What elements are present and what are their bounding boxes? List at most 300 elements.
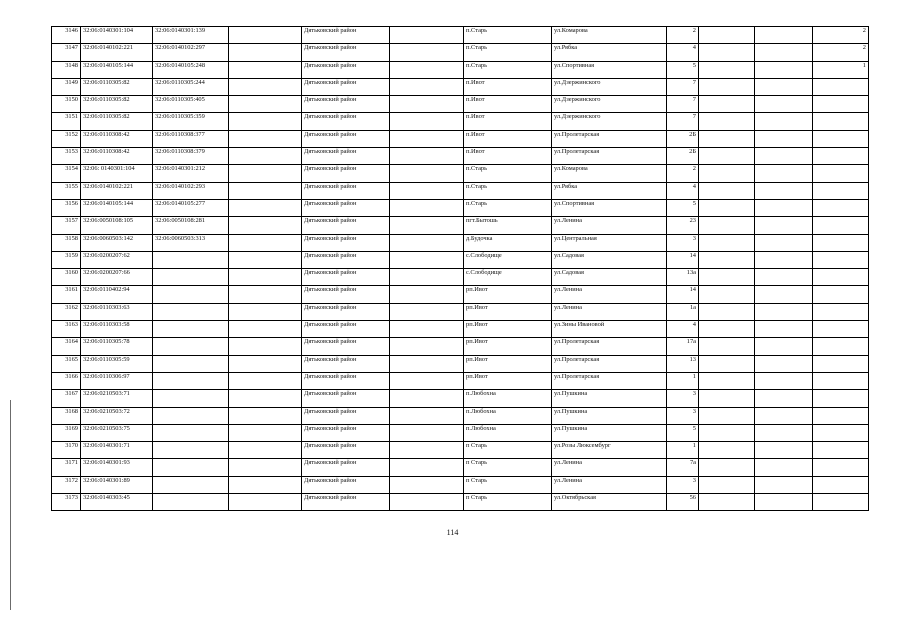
district-cell: Дятьковский район <box>302 234 390 251</box>
house-number-cell: 7а <box>667 459 699 476</box>
table-row <box>52 442 869 459</box>
count-cell <box>813 286 869 303</box>
street-cell: ул.Центральная <box>552 234 667 251</box>
empty-cell <box>699 372 755 389</box>
house-number-cell: 1 <box>667 372 699 389</box>
row-number: 3146 <box>52 27 81 44</box>
count-cell <box>813 303 869 320</box>
cadastral-number: 32:06:0140301:71 <box>81 442 153 459</box>
locality-cell: рп.Ивот <box>464 321 552 338</box>
empty-cell <box>755 459 813 476</box>
register-table <box>51 26 869 511</box>
empty-cell <box>229 113 302 130</box>
empty-cell <box>390 96 464 113</box>
empty-cell <box>390 199 464 216</box>
cadastral-number: 32:06:0140102:221 <box>81 182 153 199</box>
empty-cell <box>229 61 302 78</box>
table-row <box>52 286 869 303</box>
count-cell <box>813 355 869 372</box>
empty-cell <box>229 165 302 182</box>
empty-cell <box>755 424 813 441</box>
empty-cell <box>229 494 302 511</box>
cadastral-number-2: 32:06:0110308:377 <box>153 130 229 147</box>
cadastral-number: 32:06:0210503:75 <box>81 424 153 441</box>
house-number-cell: 5 <box>667 61 699 78</box>
empty-cell <box>390 407 464 424</box>
row-number: 3154 <box>52 165 81 182</box>
page-number: 114 <box>446 528 459 537</box>
district-cell: Дятьковский район <box>302 217 390 234</box>
street-cell: ул.Садовая <box>552 251 667 268</box>
cadastral-number: 32:06:0200207:62 <box>81 251 153 268</box>
cadastral-number-2 <box>153 251 229 268</box>
empty-cell <box>229 199 302 216</box>
house-number-cell: 7 <box>667 96 699 113</box>
empty-cell <box>229 148 302 165</box>
table-row <box>52 27 869 44</box>
locality-cell: п.Ивот <box>464 113 552 130</box>
district-cell: Дятьковский район <box>302 494 390 511</box>
cadastral-number-2: 32:06:0140301:212 <box>153 165 229 182</box>
empty-cell <box>229 303 302 320</box>
locality-cell: рп.Ивот <box>464 355 552 372</box>
locality-cell: п.Старь <box>464 165 552 182</box>
empty-cell <box>755 199 813 216</box>
cadastral-number: 32:06:0200207:66 <box>81 269 153 286</box>
row-number: 3163 <box>52 321 81 338</box>
street-cell: ул.Спортивная <box>552 61 667 78</box>
locality-cell: рп.Ивот <box>464 303 552 320</box>
empty-cell <box>229 390 302 407</box>
cadastral-number-2 <box>153 372 229 389</box>
row-number: 3160 <box>52 269 81 286</box>
empty-cell <box>229 27 302 44</box>
street-cell: ул.Пролетарская <box>552 355 667 372</box>
house-number-cell: 13 <box>667 355 699 372</box>
cadastral-number-2: 32:06:0140102:297 <box>153 44 229 61</box>
district-cell: Дятьковский район <box>302 130 390 147</box>
locality-cell: п.Старь <box>464 61 552 78</box>
cadastral-number-2: 32:06:0110308:379 <box>153 148 229 165</box>
empty-cell <box>390 442 464 459</box>
empty-cell <box>699 424 755 441</box>
empty-cell <box>229 355 302 372</box>
row-number: 3161 <box>52 286 81 303</box>
empty-cell <box>755 355 813 372</box>
district-cell: Дятьковский район <box>302 459 390 476</box>
table-row <box>52 355 869 372</box>
empty-cell <box>229 78 302 95</box>
count-cell <box>813 182 869 199</box>
cadastral-number: 32:06:0210503:71 <box>81 390 153 407</box>
empty-cell <box>699 390 755 407</box>
empty-cell <box>755 234 813 251</box>
district-cell: Дятьковский район <box>302 303 390 320</box>
district-cell: Дятьковский район <box>302 165 390 182</box>
empty-cell <box>229 286 302 303</box>
empty-cell <box>755 96 813 113</box>
table-row <box>52 459 869 476</box>
empty-cell <box>229 476 302 493</box>
table-row <box>52 494 869 511</box>
locality-cell: рп.Ивот <box>464 372 552 389</box>
district-cell: Дятьковский район <box>302 321 390 338</box>
count-cell <box>813 321 869 338</box>
empty-cell <box>390 321 464 338</box>
street-cell: ул.Пушкина <box>552 407 667 424</box>
empty-cell <box>755 44 813 61</box>
cadastral-number: 32:06:0140301:89 <box>81 476 153 493</box>
district-cell: Дятьковский район <box>302 476 390 493</box>
cadastral-number: 32:06:0140303:45 <box>81 494 153 511</box>
street-cell: ул.Пролетарская <box>552 148 667 165</box>
district-cell: Дятьковский район <box>302 61 390 78</box>
empty-cell <box>755 113 813 130</box>
empty-cell <box>699 165 755 182</box>
count-cell <box>813 199 869 216</box>
cadastral-number: 32:06:0110303:58 <box>81 321 153 338</box>
count-cell <box>813 165 869 182</box>
row-number: 3170 <box>52 442 81 459</box>
empty-cell <box>390 372 464 389</box>
cadastral-number: 32:06:0140301:104 <box>81 27 153 44</box>
count-cell <box>813 78 869 95</box>
cadastral-number: 32:06:0110402:94 <box>81 286 153 303</box>
empty-cell <box>699 251 755 268</box>
row-number: 3157 <box>52 217 81 234</box>
locality-cell: п.Старь <box>464 44 552 61</box>
empty-cell <box>699 407 755 424</box>
cadastral-number-2: 32:06:0140105:277 <box>153 199 229 216</box>
table-row <box>52 113 869 130</box>
empty-cell <box>699 113 755 130</box>
street-cell: ул.Дзержинского <box>552 113 667 130</box>
house-number-cell: 5 <box>667 424 699 441</box>
empty-cell <box>390 494 464 511</box>
cadastral-number-2: 32:06:0140102:293 <box>153 182 229 199</box>
empty-cell <box>755 476 813 493</box>
district-cell: Дятьковский район <box>302 269 390 286</box>
empty-cell <box>229 234 302 251</box>
empty-cell <box>229 321 302 338</box>
table-row <box>52 424 869 441</box>
count-cell <box>813 217 869 234</box>
table-row <box>52 165 869 182</box>
empty-cell <box>755 78 813 95</box>
scan-edge-line <box>10 400 11 610</box>
street-cell: ул.Комарова <box>552 27 667 44</box>
empty-cell <box>699 459 755 476</box>
district-cell: Дятьковский район <box>302 338 390 355</box>
row-number: 3165 <box>52 355 81 372</box>
locality-cell: п Старь <box>464 476 552 493</box>
count-cell <box>813 372 869 389</box>
house-number-cell: 14 <box>667 251 699 268</box>
cadastral-number: 32:06: 0140301:104 <box>81 165 153 182</box>
empty-cell <box>390 476 464 493</box>
street-cell: ул.Ленина <box>552 476 667 493</box>
cadastral-number: 32:06:0060503:142 <box>81 234 153 251</box>
house-number-cell: 13а <box>667 269 699 286</box>
table-row <box>52 321 869 338</box>
table-row <box>52 217 869 234</box>
empty-cell <box>390 390 464 407</box>
empty-cell <box>390 459 464 476</box>
cadastral-number: 32:06:0110305:78 <box>81 338 153 355</box>
street-cell: ул.Дзержинского <box>552 96 667 113</box>
empty-cell <box>390 78 464 95</box>
locality-cell: п.Старь <box>464 182 552 199</box>
empty-cell <box>755 286 813 303</box>
row-number: 3156 <box>52 199 81 216</box>
street-cell: ул.Садовая <box>552 269 667 286</box>
count-cell: 1 <box>813 61 869 78</box>
district-cell: Дятьковский район <box>302 355 390 372</box>
cadastral-number: 32:06:0110305:82 <box>81 96 153 113</box>
cadastral-number: 32:06:0140102:221 <box>81 44 153 61</box>
empty-cell <box>755 321 813 338</box>
empty-cell <box>755 338 813 355</box>
cadastral-number-2 <box>153 494 229 511</box>
street-cell: ул.Пушкина <box>552 424 667 441</box>
empty-cell <box>699 303 755 320</box>
locality-cell: п.Ивот <box>464 96 552 113</box>
cadastral-number: 32:06:0210503:72 <box>81 407 153 424</box>
house-number-cell: 56 <box>667 494 699 511</box>
cadastral-number-2 <box>153 424 229 441</box>
empty-cell <box>755 442 813 459</box>
house-number-cell: 1а <box>667 303 699 320</box>
empty-cell <box>699 27 755 44</box>
district-cell: Дятьковский район <box>302 199 390 216</box>
empty-cell <box>229 182 302 199</box>
count-cell <box>813 130 869 147</box>
empty-cell <box>699 96 755 113</box>
empty-cell <box>699 61 755 78</box>
count-cell <box>813 424 869 441</box>
count-cell <box>813 390 869 407</box>
locality-cell: пгт.Бытошь <box>464 217 552 234</box>
cadastral-number: 32:06:0110303:63 <box>81 303 153 320</box>
locality-cell: п.Старь <box>464 199 552 216</box>
empty-cell <box>699 234 755 251</box>
district-cell: Дятьковский район <box>302 96 390 113</box>
cadastral-number: 32:06:0110305:59 <box>81 355 153 372</box>
district-cell: Дятьковский район <box>302 442 390 459</box>
empty-cell <box>699 338 755 355</box>
house-number-cell: 14 <box>667 286 699 303</box>
cadastral-number-2: 32:06:0140105:248 <box>153 61 229 78</box>
locality-cell: рп.Ивот <box>464 286 552 303</box>
locality-cell: п Старь <box>464 442 552 459</box>
empty-cell <box>755 251 813 268</box>
empty-cell <box>229 338 302 355</box>
row-number: 3151 <box>52 113 81 130</box>
empty-cell <box>229 442 302 459</box>
street-cell: ул.Комарова <box>552 165 667 182</box>
table-row <box>52 390 869 407</box>
empty-cell <box>755 182 813 199</box>
empty-cell <box>699 355 755 372</box>
house-number-cell: 2Б <box>667 148 699 165</box>
district-cell: Дятьковский район <box>302 251 390 268</box>
empty-cell <box>390 217 464 234</box>
count-cell <box>813 234 869 251</box>
house-number-cell: 3 <box>667 234 699 251</box>
table-row <box>52 44 869 61</box>
empty-cell <box>390 182 464 199</box>
street-cell: ул.Ленина <box>552 286 667 303</box>
cadastral-number-2: 32:06:0110305:244 <box>153 78 229 95</box>
cadastral-number: 32:06:0140105:144 <box>81 61 153 78</box>
house-number-cell: 7 <box>667 78 699 95</box>
empty-cell <box>755 303 813 320</box>
table-row <box>52 199 869 216</box>
empty-cell <box>755 148 813 165</box>
locality-cell: п.Любохна <box>464 407 552 424</box>
empty-cell <box>390 130 464 147</box>
empty-cell <box>755 130 813 147</box>
district-cell: Дятьковский район <box>302 27 390 44</box>
count-cell <box>813 459 869 476</box>
empty-cell <box>390 269 464 286</box>
locality-cell: п.Старь <box>464 27 552 44</box>
row-number: 3172 <box>52 476 81 493</box>
cadastral-number-2 <box>153 303 229 320</box>
row-number: 3149 <box>52 78 81 95</box>
empty-cell <box>755 217 813 234</box>
house-number-cell: 5 <box>667 199 699 216</box>
street-cell: ул.Розы Люксембург <box>552 442 667 459</box>
empty-cell <box>229 130 302 147</box>
count-cell <box>813 148 869 165</box>
register-rows <box>52 27 869 511</box>
cadastral-number: 32:06:0110305:82 <box>81 113 153 130</box>
table-row <box>52 234 869 251</box>
empty-cell <box>699 476 755 493</box>
empty-cell <box>755 165 813 182</box>
table-row <box>52 338 869 355</box>
cadastral-number-2 <box>153 390 229 407</box>
cadastral-number: 32:06:0110306:97 <box>81 372 153 389</box>
row-number: 3158 <box>52 234 81 251</box>
count-cell <box>813 476 869 493</box>
cadastral-number: 32:06:0140301:93 <box>81 459 153 476</box>
house-number-cell: 3 <box>667 390 699 407</box>
house-number-cell: 2 <box>667 27 699 44</box>
empty-cell <box>390 113 464 130</box>
empty-cell <box>699 182 755 199</box>
locality-cell: п Старь <box>464 459 552 476</box>
district-cell: Дятьковский район <box>302 44 390 61</box>
cadastral-number: 32:06:0110308:42 <box>81 130 153 147</box>
empty-cell <box>390 44 464 61</box>
cadastral-number-2: 32:06:0110305:359 <box>153 113 229 130</box>
house-number-cell: 4 <box>667 44 699 61</box>
house-number-cell: 1 <box>667 442 699 459</box>
district-cell: Дятьковский район <box>302 148 390 165</box>
empty-cell <box>755 27 813 44</box>
cadastral-number-2 <box>153 321 229 338</box>
row-number: 3148 <box>52 61 81 78</box>
empty-cell <box>699 199 755 216</box>
street-cell: ул.Рябка <box>552 44 667 61</box>
empty-cell <box>699 130 755 147</box>
empty-cell <box>699 44 755 61</box>
empty-cell <box>390 148 464 165</box>
table-row <box>52 303 869 320</box>
empty-cell <box>755 494 813 511</box>
count-cell <box>813 338 869 355</box>
cadastral-number-2 <box>153 338 229 355</box>
street-cell: ул.Ленина <box>552 459 667 476</box>
empty-cell <box>229 251 302 268</box>
empty-cell <box>390 286 464 303</box>
row-number: 3168 <box>52 407 81 424</box>
locality-cell: рп.Ивот <box>464 338 552 355</box>
locality-cell: п.Ивот <box>464 130 552 147</box>
table-row <box>52 96 869 113</box>
street-cell: ул.Ленина <box>552 217 667 234</box>
locality-cell: с.Слободище <box>464 251 552 268</box>
count-cell: 2 <box>813 27 869 44</box>
district-cell: Дятьковский район <box>302 390 390 407</box>
empty-cell <box>229 44 302 61</box>
empty-cell <box>390 338 464 355</box>
house-number-cell: 17а <box>667 338 699 355</box>
street-cell: ул.Пушкина <box>552 390 667 407</box>
row-number: 3150 <box>52 96 81 113</box>
house-number-cell: 4 <box>667 321 699 338</box>
row-number: 3147 <box>52 44 81 61</box>
street-cell: ул.Пролетарская <box>552 372 667 389</box>
street-cell: ул.Пролетарская <box>552 338 667 355</box>
empty-cell <box>699 148 755 165</box>
street-cell: ул.Октябрьская <box>552 494 667 511</box>
house-number-cell: 7 <box>667 113 699 130</box>
table-row <box>52 372 869 389</box>
street-cell: ул.Ленина <box>552 303 667 320</box>
locality-cell: п Старь <box>464 494 552 511</box>
empty-cell <box>229 407 302 424</box>
empty-cell <box>229 96 302 113</box>
row-number: 3159 <box>52 251 81 268</box>
house-number-cell: 3 <box>667 407 699 424</box>
locality-cell: д.Будочка <box>464 234 552 251</box>
table-row <box>52 148 869 165</box>
cadastral-number-2 <box>153 269 229 286</box>
house-number-cell: 23 <box>667 217 699 234</box>
district-cell: Дятьковский район <box>302 113 390 130</box>
locality-cell: п.Любохна <box>464 390 552 407</box>
street-cell: ул.Спортивная <box>552 199 667 216</box>
empty-cell <box>699 442 755 459</box>
cadastral-number-2: 32:06:0110305:405 <box>153 96 229 113</box>
row-number: 3155 <box>52 182 81 199</box>
street-cell: ул.Зины Ивановой <box>552 321 667 338</box>
cadastral-number: 32:06:0140105:144 <box>81 199 153 216</box>
row-number: 3162 <box>52 303 81 320</box>
empty-cell <box>699 286 755 303</box>
cadastral-number-2: 32:06:0140301:139 <box>153 27 229 44</box>
cadastral-number: 32:06:0110305:82 <box>81 78 153 95</box>
count-cell <box>813 113 869 130</box>
row-number: 3166 <box>52 372 81 389</box>
count-cell <box>813 494 869 511</box>
table-row <box>52 476 869 493</box>
empty-cell <box>390 27 464 44</box>
empty-cell <box>229 217 302 234</box>
